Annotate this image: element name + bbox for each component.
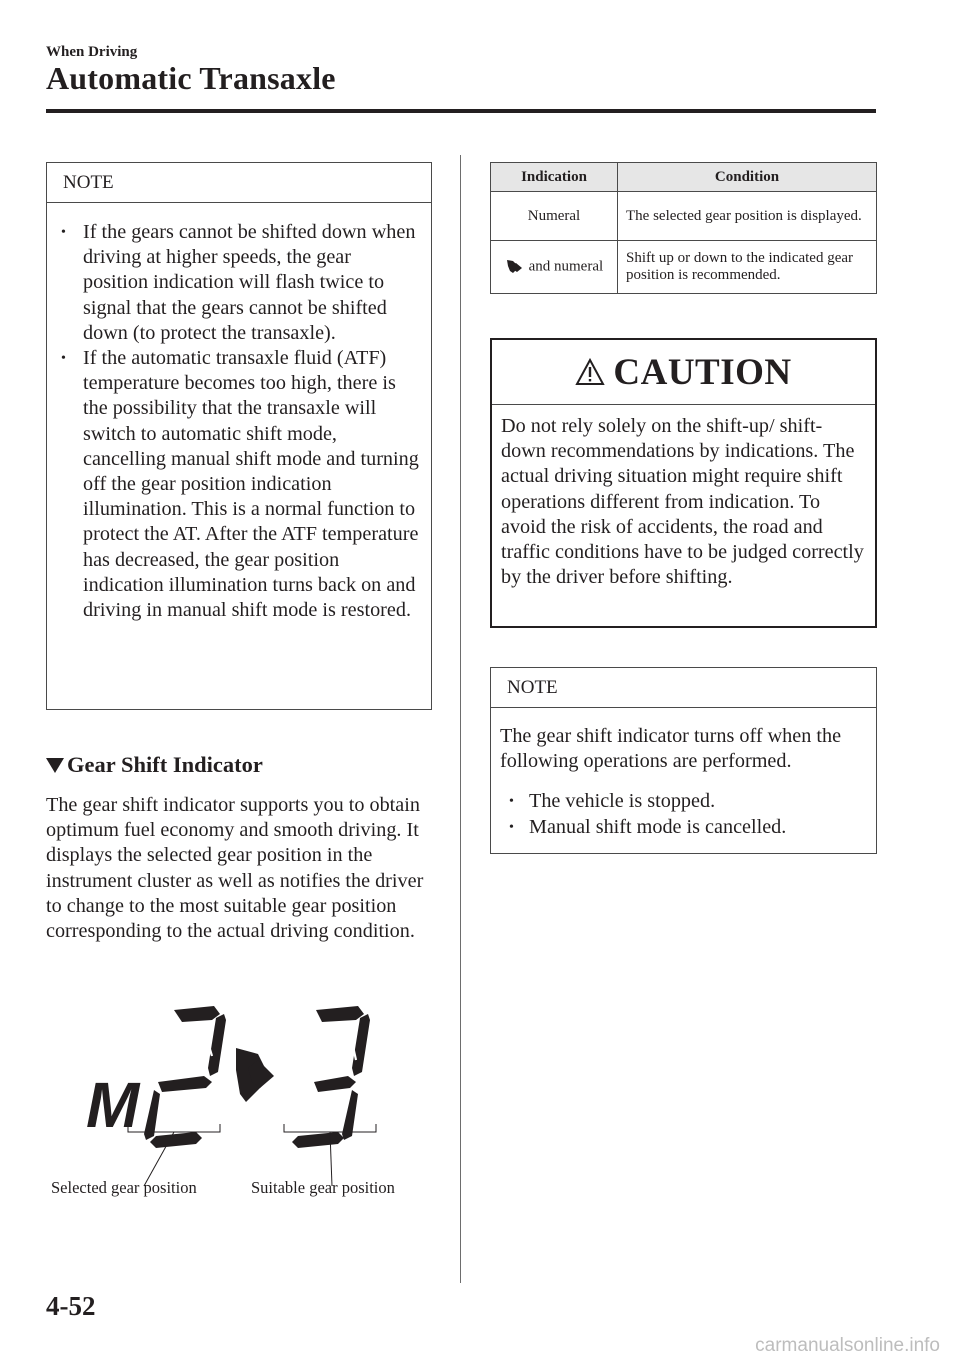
caution-box <box>490 338 877 628</box>
note-bullet: • The vehicle is stopped. <box>491 789 876 814</box>
header-rule <box>46 109 876 113</box>
suitable-gear-digit <box>292 1006 370 1148</box>
section-label: When Driving <box>46 44 138 60</box>
table-cell-indication <box>491 241 618 294</box>
table-row <box>491 241 877 294</box>
section-heading <box>46 752 263 778</box>
arrow-icon <box>505 257 525 277</box>
table-header-indication: Indication <box>491 163 618 192</box>
gear-indicator-illustration <box>46 990 436 1210</box>
note-bullet-list <box>47 220 431 623</box>
warning-triangle-icon <box>575 358 605 386</box>
table-header-condition: Condition <box>618 163 877 192</box>
mode-letter: M <box>86 1069 140 1141</box>
watermark: carmanualsonline.info <box>755 1335 940 1356</box>
table-header-row <box>491 163 877 192</box>
caution-text: Do not rely solely on the shift-up/ shift-down recommendations by indications. The actual driving situation might require shift operations different from indication. To avoid the risk of accidents, the road and traffic conditions have to be judged correctly by the driver before shifting. <box>501 415 864 589</box>
indication-text: and numeral <box>528 258 604 275</box>
label-suitable-gear: Suitable gear position <box>251 1178 395 1197</box>
note-text: The gear shift indicator turns off when the following operations are performed. <box>500 725 842 773</box>
note-bullet: • Manual shift mode is cancelled. <box>491 815 876 840</box>
gear-indicator-figure <box>46 990 436 1210</box>
note-bullet: • If the automatic transaxle fluid (ATF) temperature becomes too high, there is the possibility that the transaxle will switch to automatic shift mode, cancelling manual shift mode and turning off the gear position indication illumination. This is a normal function to protect the AT. After the ATF temperature has decreased, the gear position indication illumination turns back on and driving in manual shift mode is restored. <box>47 346 421 623</box>
note-heading: NOTE <box>491 668 876 708</box>
label-selected-gear: Selected gear position <box>51 1178 197 1197</box>
caution-heading: CAUTION <box>613 351 792 393</box>
triangle-marker-icon <box>46 758 64 773</box>
table-cell-condition: Shift up or down to the indicated gear position is recommended. <box>618 241 877 294</box>
page-title: Automatic Transaxle <box>46 60 336 96</box>
note-bullet-list <box>491 789 876 839</box>
table-cell-indication: Numeral <box>491 192 618 241</box>
table-row <box>491 192 877 241</box>
caution-header <box>492 340 875 405</box>
body-paragraph: The gear shift indicator supports you to obtain optimum fuel economy and smooth driving. It displays the selected gear position in the instrument cluster as well as notifies the driver to change to the most suitable gear position corresponding to the actual driving condition. <box>46 794 424 943</box>
note-bullet: • If the gears cannot be shifted down when driving at higher speeds, the gear position indication will flash twice to signal that the gears cannot be shifted down (to protect the transaxle). <box>47 220 421 346</box>
page-number: 4-52 <box>46 1291 96 1321</box>
arrow-icon <box>236 1048 274 1102</box>
table-cell-condition: The selected gear position is displayed. <box>618 192 877 241</box>
note-box-left <box>46 162 432 710</box>
indication-table <box>490 162 877 294</box>
selected-gear-digit <box>144 1006 226 1148</box>
note-box-right <box>490 667 877 854</box>
note-heading: NOTE <box>47 163 431 203</box>
section-heading-text: Gear Shift Indicator <box>67 752 263 777</box>
column-divider <box>460 155 461 1283</box>
